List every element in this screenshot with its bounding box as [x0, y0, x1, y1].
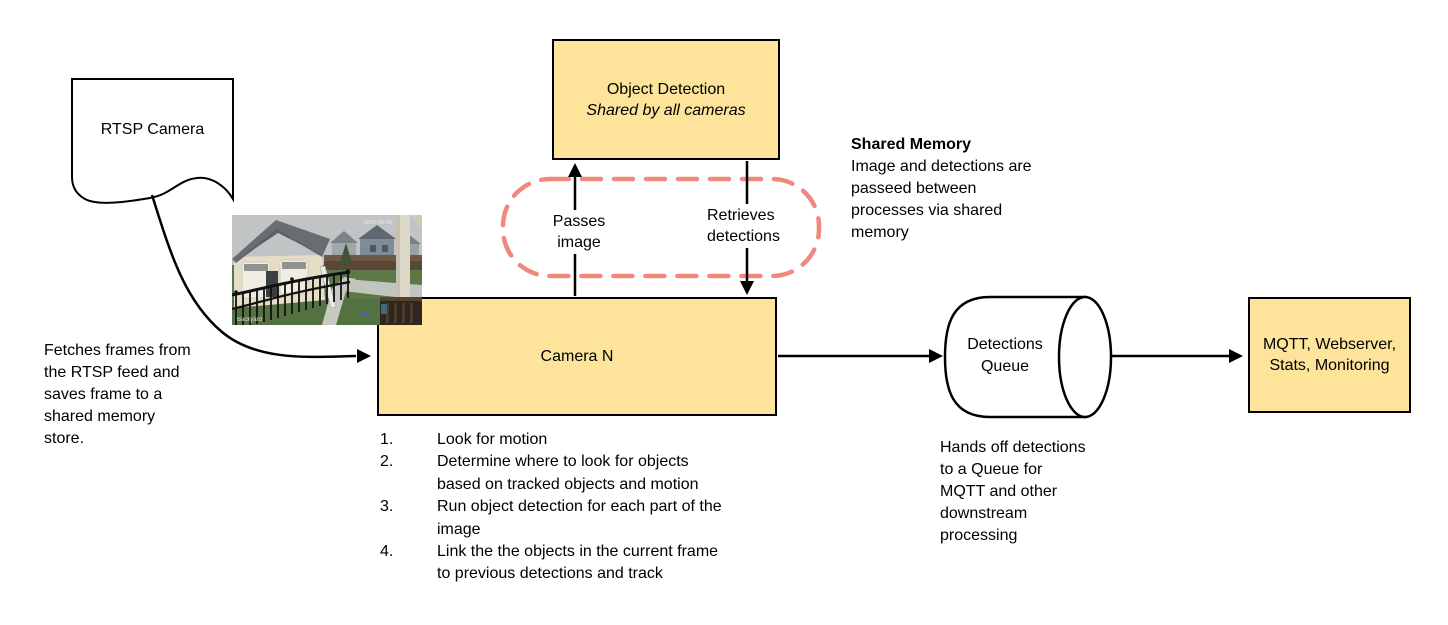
retrieves-detections-arrowhead — [740, 281, 754, 295]
object-detection-subtitle: Shared by all cameras — [586, 101, 746, 119]
list-item: 2. Determine where to look for objects based on tracked objects and motion — [380, 453, 699, 493]
camera-steps-list — [380, 429, 722, 586]
camera-n-label: Camera N — [540, 348, 614, 365]
fetch-note: Fetches frames from the RTSP feed and saves frame to a shared memory store. — [44, 342, 191, 447]
camera-snapshot — [232, 215, 422, 325]
object-detection-box — [552, 39, 780, 160]
passes-image-arrowhead — [568, 163, 582, 177]
camera-n-box — [377, 297, 777, 416]
retrieves-detections-label: Retrieves detections — [704, 204, 800, 248]
rtsp-document-shape — [72, 79, 233, 203]
object-detection-title: Object Detection — [606, 80, 726, 98]
queue-note: Hands off detections to a Queue for MQTT and other downstream processing — [940, 439, 1086, 544]
outputs-box: MQTT, Webserver, Stats, Monitoring — [1248, 297, 1411, 413]
detections-queue-cap — [1059, 297, 1111, 417]
list-item: 3. Run object detection for each part of the image — [380, 498, 722, 538]
list-item: 1. Look for motion — [380, 431, 548, 448]
passes-image-label: Passes image — [541, 210, 617, 254]
detections-queue-label: Detections Queue — [967, 336, 1043, 375]
shared-memory-title: Shared Memory — [851, 136, 972, 153]
queue-to-outputs-arrowhead — [1229, 349, 1243, 363]
rtsp-to-camera-arrowhead — [357, 349, 371, 363]
snapshot-camera-label: Backyard — [237, 317, 263, 323]
list-item: 4. Link the the objects in the current frame to previous detections and track — [380, 543, 719, 583]
snapshot-timestamp: 2019-02-05 — [364, 220, 393, 226]
shared-memory-note: Shared Memory Image and detections are passeed between processes via shared memory — [851, 136, 1032, 241]
camera-to-queue-arrowhead — [929, 349, 943, 363]
rtsp-camera-label: RTSP Camera — [100, 121, 205, 138]
